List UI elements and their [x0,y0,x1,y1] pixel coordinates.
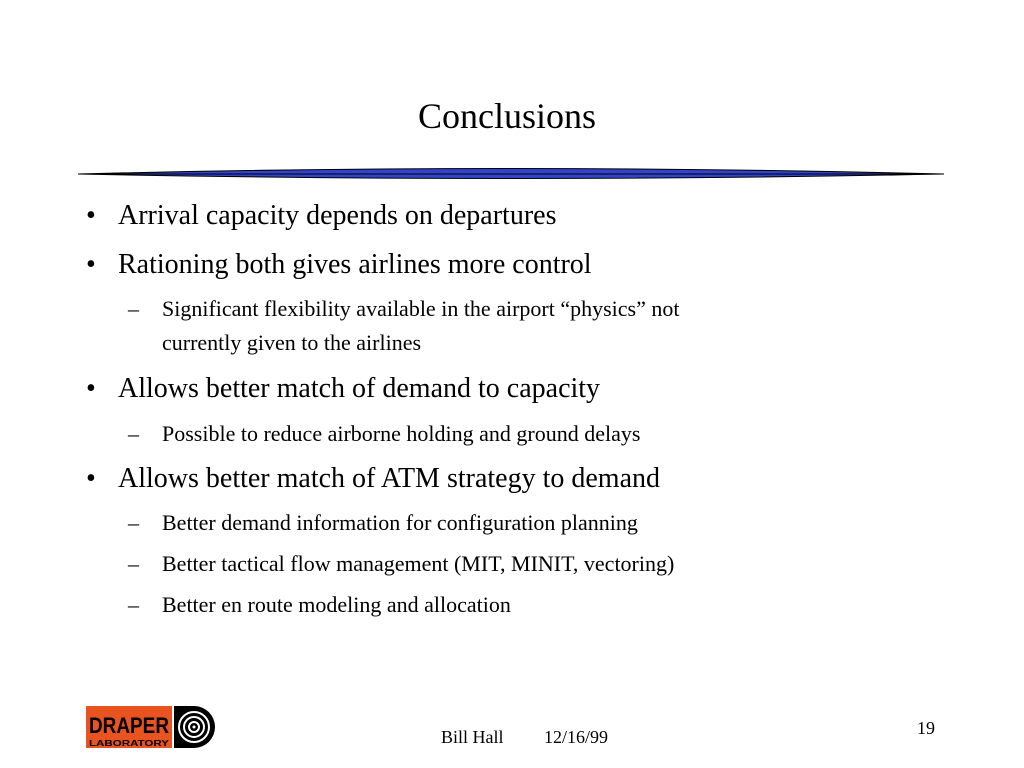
sub-bullet-text: Possible to reduce airborne holding and ground delays [162,421,641,446]
bullet-marker: • [86,249,96,280]
bullet-marker: • [86,200,96,231]
bullet-text: Rationing both gives airlines more control [118,249,592,280]
sub-bullet-marker: – [128,421,139,446]
bullet-text: Arrival capacity depends on departures [118,200,557,231]
slide-title: Conclusions [417,96,596,136]
footer-author: Bill Hall [441,727,504,747]
sub-bullet-marker: – [128,551,139,576]
bullet-text: Allows better match of demand to capacity [118,373,601,404]
sub-bullet-text: Better tactical flow management (MIT, MINIT, vectoring) [162,551,675,576]
logo-text-main: DRAPER [89,713,170,738]
bullet-marker: • [86,463,96,494]
draper-laboratory-logo [84,704,218,750]
sub-bullet-marker: – [128,592,139,617]
sub-bullet-text: Significant flexibility available in the airport “physics” not [162,296,680,321]
sub-bullet-marker: – [128,510,139,535]
sub-bullet-marker: – [128,296,139,321]
bullet-marker: • [86,373,96,404]
title-divider-rule [78,165,944,181]
footer-date: 12/16/99 [544,727,609,747]
logo-text-sub: LABORATORY [89,739,170,748]
sub-bullet-text: Better demand information for configuration planning [162,510,638,535]
bullet-text: Allows better match of ATM strategy to demand [118,463,660,494]
page-number: 19 [917,718,935,738]
sub-bullet-text: Better en route modeling and allocation [162,592,511,617]
sub-bullet-text-continued: currently given to the airlines [162,330,422,355]
